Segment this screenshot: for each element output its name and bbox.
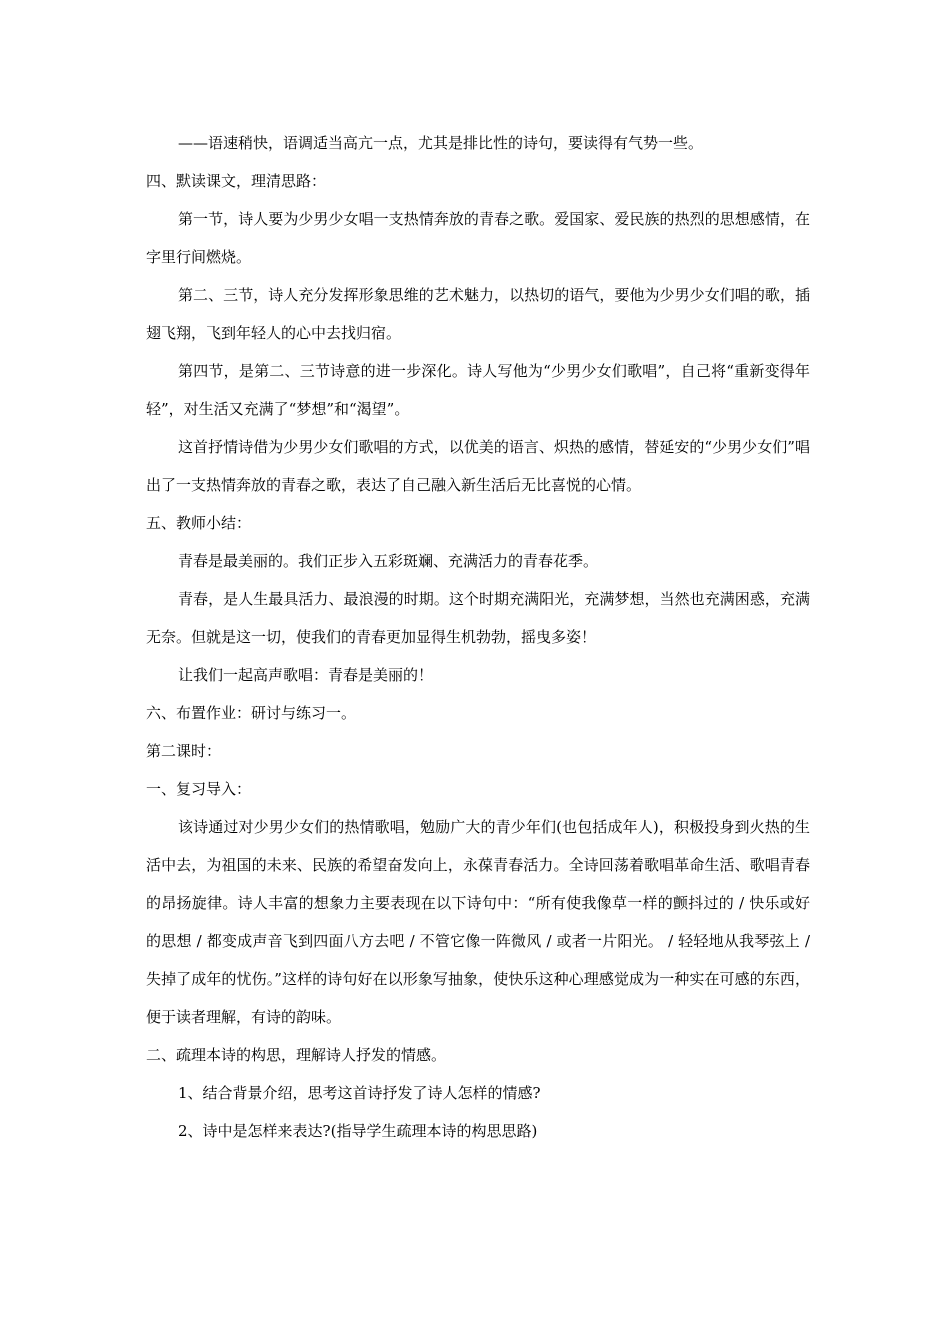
paragraph-reading-tip: ——语速稍快，语调适当高亢一点，尤其是排比性的诗句，要读得有气势一些。: [178, 134, 704, 152]
paragraph-stanza-2-3: 第二、三节，诗人充分发挥形象思维的艺术魅力，以热切的语气，要他为少男少女们唱的歌，插翅飞翔，飞到年轻人的心中去找归宿。: [146, 286, 810, 342]
question-1: 1、结合背景介绍，思考这首诗抒发了诗人怎样的情感?: [178, 1084, 541, 1102]
paragraph-stanza-4: 第四节，是第二、三节诗意的进一步深化。诗人写他为“少男少女们歌唱”，自己将“重新变得年轻”，对生活又充满了“梦想”和“渴望”。: [146, 362, 810, 418]
paragraph-review-intro: 该诗通过对少男少女们的热情歌唱，勉励广大的青少年们(也包括成年人)，积极投身到火热的生活中去，为祖国的未来、民族的希望奋发向上，永葆青春活力。全诗回荡着歌唱革命生活、歌唱青春的昂扬旋律。诗人丰富的想象力主要表现在以下诗句中：“所有使我像草一样的颤抖过的 / 快乐或好的思想 / 都变成声音飞到四面八方去吧 / 不管它像一阵微风 / 或者一片阳光。 / 轻轻地从我琴弦上 / 失掉了成年的忧伤。”这样的诗句好在以形象写抽象，使快乐这种心理感觉成为一种实在可感的东西，便于读者理解，有诗的韵味。: [146, 818, 810, 1026]
document-body: [146, 124, 810, 1150]
section-heading-6: 六、布置作业：研讨与练习一。: [146, 704, 357, 722]
section-heading-4: 四、默读课文，理清思路：: [146, 172, 327, 190]
paragraph-youth-beautiful: 青春是最美丽的。我们正步入五彩斑斓、充满活力的青春花季。: [178, 552, 599, 570]
paragraph-poem-summary: 这首抒情诗借为少男少女们歌唱的方式，以优美的语言、炽热的感情，替延安的“少男少女们”唱出了一支热情奔放的青春之歌，表达了自己融入新生活后无比喜悦的心情。: [146, 438, 810, 494]
section-heading-5: 五、教师小结：: [146, 514, 252, 532]
paragraph-stanza-1: 第一节，诗人要为少男少女唱一支热情奔放的青春之歌。爱国家、爱民族的热烈的思想感情，在字里行间燃烧。: [146, 210, 810, 266]
section-heading-structure: 二、疏理本诗的构思，理解诗人抒发的情感。: [146, 1046, 447, 1064]
section-heading-review: 一、复习导入：: [146, 780, 252, 798]
paragraph-sing-together: 让我们一起高声歌唱：青春是美丽的！: [178, 666, 434, 684]
lesson-2-heading: 第二课时：: [146, 742, 222, 760]
paragraph-youth-period: 青春，是人生最具活力、最浪漫的时期。这个时期充满阳光，充满梦想，当然也充满困惑，充满无奈。但就是这一切，使我们的青春更加显得生机勃勃，摇曳多姿！: [146, 590, 810, 646]
question-2: 2、诗中是怎样来表达?(指导学生疏理本诗的构思思路): [178, 1122, 538, 1140]
